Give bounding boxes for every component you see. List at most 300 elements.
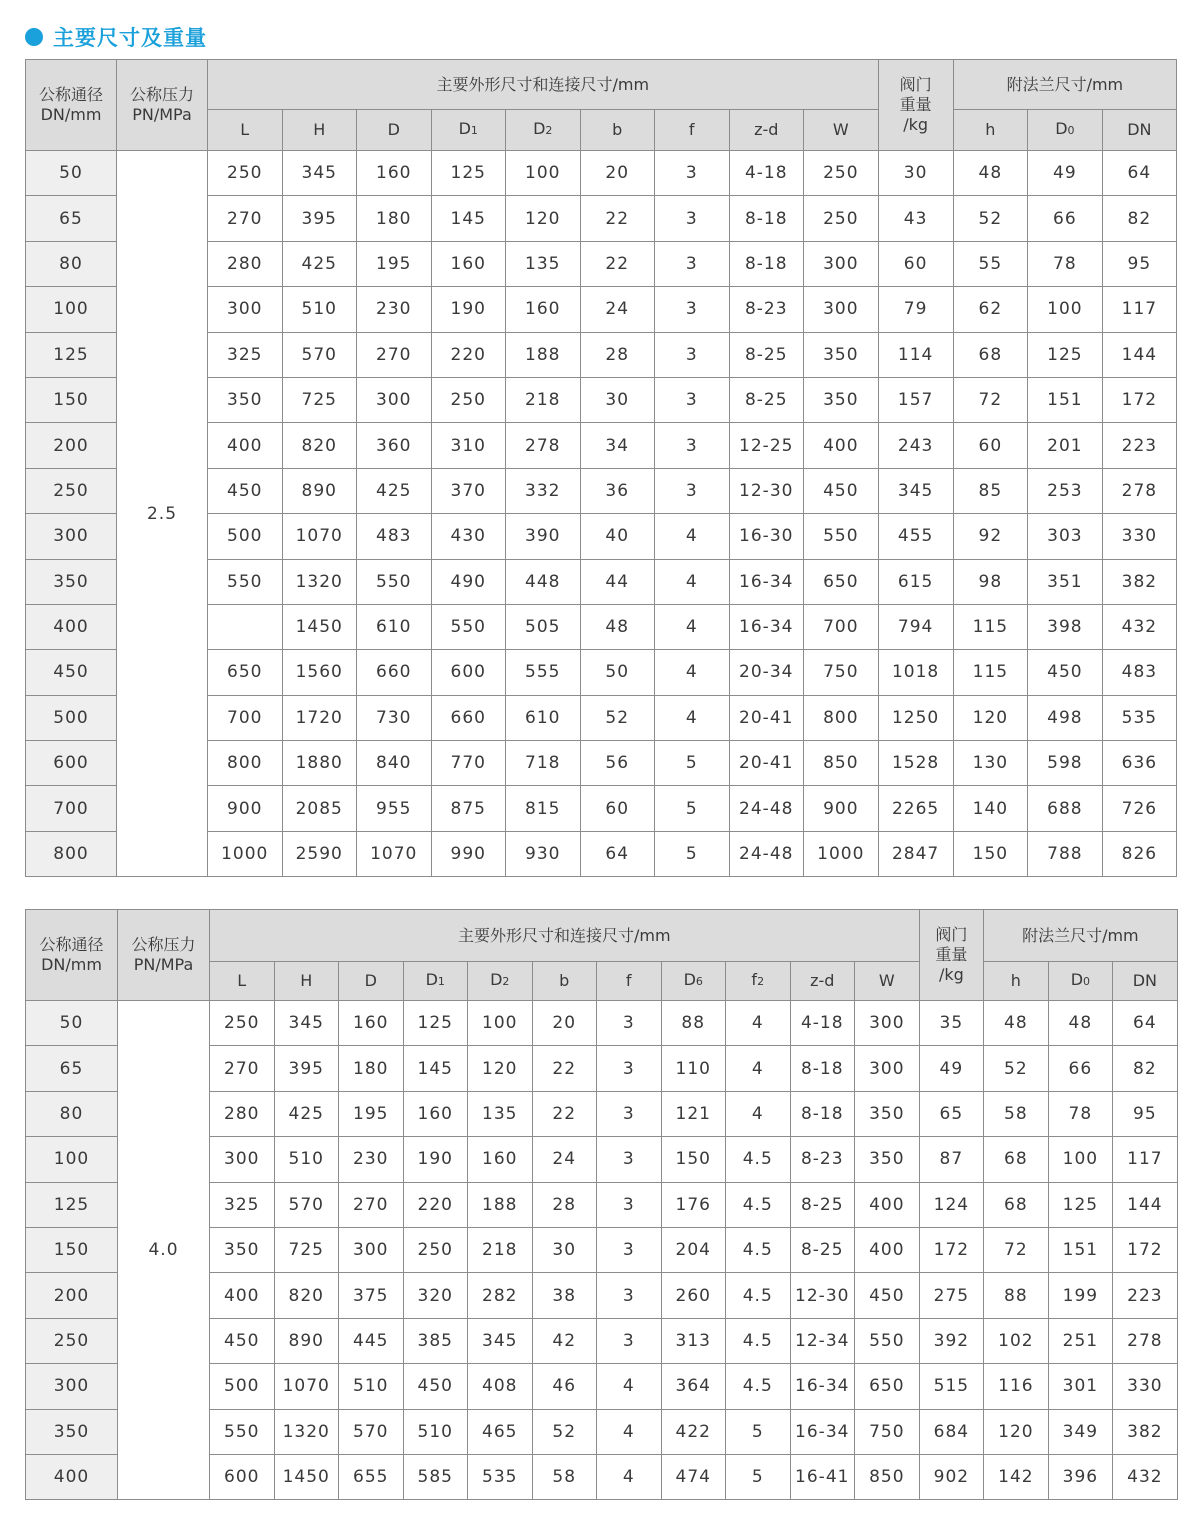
table-cell: 130 [953, 741, 1028, 786]
nominal-diameter-cell: 125 [26, 332, 117, 377]
table-cell: 650 [208, 650, 283, 695]
nominal-diameter-cell: 150 [26, 377, 117, 422]
table-cell: 660 [357, 650, 432, 695]
table-cell: 160 [403, 1091, 468, 1136]
column-header: z-d [790, 962, 855, 1001]
table-cell: 3 [597, 1137, 662, 1182]
table-cell: 35 [919, 1001, 984, 1046]
column-header: H [274, 962, 339, 1001]
table-cell: 400 [804, 423, 879, 468]
table-cell: 135 [468, 1091, 533, 1136]
table-cell: 92 [953, 514, 1028, 559]
nominal-diameter-cell: 200 [26, 1273, 118, 1318]
table-cell: 38 [532, 1273, 597, 1318]
table-cell: 125 [1028, 332, 1103, 377]
table-cell: 100 [506, 151, 581, 196]
table-cell: 24-48 [729, 786, 804, 831]
table-cell: 250 [804, 151, 879, 196]
table-cell: 52 [532, 1409, 597, 1454]
table-cell: 1070 [274, 1364, 339, 1409]
table-cell: 4 [597, 1454, 662, 1499]
table-cell: 115 [953, 650, 1028, 695]
table-cell: 5 [655, 831, 730, 876]
table-cell: 3 [597, 1273, 662, 1318]
table-cell: 88 [661, 1001, 726, 1046]
table-cell: 330 [1113, 1364, 1178, 1409]
table-cell: 826 [1102, 831, 1177, 876]
table-cell: 425 [357, 468, 432, 513]
table-cell: 4 [726, 1091, 791, 1136]
table-cell: 52 [580, 695, 655, 740]
table-cell: 124 [919, 1182, 984, 1227]
nominal-pressure-cell: 2.5 [117, 151, 208, 877]
table-cell: 199 [1048, 1273, 1113, 1318]
column-header: D0 [1048, 962, 1113, 1001]
header-main-dimensions: 主要外形尺寸和连接尺寸/mm [208, 60, 879, 110]
table-cell: 48 [1048, 1001, 1113, 1046]
table-cell: 12-30 [729, 468, 804, 513]
nominal-diameter-cell: 300 [26, 514, 117, 559]
table-cell: 350 [855, 1091, 920, 1136]
table-cell: 900 [208, 786, 283, 831]
table-cell: 850 [804, 741, 879, 786]
table-cell: 188 [506, 332, 581, 377]
column-header: b [532, 962, 597, 1001]
table-cell: 550 [431, 604, 506, 649]
table-cell: 3 [655, 423, 730, 468]
table-cell: 650 [855, 1364, 920, 1409]
table-cell: 121 [661, 1091, 726, 1136]
nominal-diameter-cell: 350 [26, 559, 117, 604]
table-cell: 68 [984, 1182, 1049, 1227]
table-cell: 250 [208, 151, 283, 196]
table-cell: 16-34 [729, 604, 804, 649]
table-cell: 60 [580, 786, 655, 831]
table-cell: 36 [580, 468, 655, 513]
table-cell: 66 [1028, 196, 1103, 241]
table-cell: 3 [597, 1001, 662, 1046]
table-cell: 815 [506, 786, 581, 831]
nominal-diameter-cell: 400 [26, 604, 117, 649]
table-cell: 125 [403, 1001, 468, 1046]
table-cell: 498 [1028, 695, 1103, 740]
table-cell: 78 [1028, 241, 1103, 286]
table-cell: 218 [468, 1227, 533, 1272]
table-cell: 230 [357, 287, 432, 332]
table-cell: 56 [580, 741, 655, 786]
table-cell: 172 [919, 1227, 984, 1272]
table-cell: 12-25 [729, 423, 804, 468]
table-cell: 64 [580, 831, 655, 876]
table-cell: 140 [953, 786, 1028, 831]
table-cell: 218 [506, 377, 581, 422]
table-cell: 350 [855, 1137, 920, 1182]
table-cell: 49 [1028, 151, 1103, 196]
column-header: DN [1113, 962, 1178, 1001]
table-cell: 52 [984, 1046, 1049, 1091]
table-cell: 345 [878, 468, 953, 513]
table-cell: 303 [1028, 514, 1103, 559]
table-cell: 4.5 [726, 1137, 791, 1182]
nominal-diameter-cell: 50 [26, 151, 117, 196]
table-cell: 68 [953, 332, 1028, 377]
table-cell: 78 [1048, 1091, 1113, 1136]
table-cell: 49 [919, 1046, 984, 1091]
table-cell: 515 [919, 1364, 984, 1409]
table-cell: 301 [1048, 1364, 1113, 1409]
table-cell: 43 [878, 196, 953, 241]
table-cell: 875 [431, 786, 506, 831]
table-cell: 270 [357, 332, 432, 377]
table-cell: 1450 [282, 604, 357, 649]
table-cell: 610 [506, 695, 581, 740]
table-cell: 52 [953, 196, 1028, 241]
table-cell: 50 [580, 650, 655, 695]
table-cell: 4 [655, 514, 730, 559]
table-cell: 24 [580, 287, 655, 332]
table-cell: 725 [282, 377, 357, 422]
table-cell: 278 [506, 423, 581, 468]
table-cell: 450 [403, 1364, 468, 1409]
table-cell: 1018 [878, 650, 953, 695]
table-cell: 42 [532, 1318, 597, 1363]
table-cell: 445 [339, 1318, 404, 1363]
table-cell: 160 [506, 287, 581, 332]
table-cell: 450 [210, 1318, 275, 1363]
table-cell: 28 [532, 1182, 597, 1227]
table-cell: 160 [431, 241, 506, 286]
table-cell: 840 [357, 741, 432, 786]
table-cell: 570 [274, 1182, 339, 1227]
table-cell: 20 [532, 1001, 597, 1046]
table-cell: 422 [661, 1409, 726, 1454]
table-cell: 3 [655, 287, 730, 332]
column-header: L [210, 962, 275, 1001]
table-cell: 195 [339, 1091, 404, 1136]
table-cell: 800 [208, 741, 283, 786]
table-cell: 794 [878, 604, 953, 649]
table-cell: 28 [580, 332, 655, 377]
table-cell: 22 [532, 1046, 597, 1091]
table-cell: 270 [210, 1046, 275, 1091]
table-cell: 890 [274, 1318, 339, 1363]
table-cell: 180 [357, 196, 432, 241]
nominal-diameter-cell: 100 [26, 1137, 118, 1182]
table-cell: 145 [431, 196, 506, 241]
table-cell: 40 [580, 514, 655, 559]
table-cell: 64 [1113, 1001, 1178, 1046]
column-header: D1 [403, 962, 468, 1001]
table-cell: 1070 [282, 514, 357, 559]
table-cell: 8-25 [729, 377, 804, 422]
table-cell: 450 [804, 468, 879, 513]
table-cell: 3 [597, 1318, 662, 1363]
table-cell: 300 [804, 241, 879, 286]
table-cell: 204 [661, 1227, 726, 1272]
table-cell: 450 [208, 468, 283, 513]
table-cell: 48 [580, 604, 655, 649]
table-cell: 8-18 [790, 1091, 855, 1136]
column-header: f [597, 962, 662, 1001]
table-cell: 142 [984, 1454, 1049, 1499]
table-cell: 4-18 [790, 1001, 855, 1046]
table-cell: 550 [210, 1409, 275, 1454]
table-cell: 16-30 [729, 514, 804, 559]
table-cell: 500 [210, 1364, 275, 1409]
table-cell: 282 [468, 1273, 533, 1318]
nominal-diameter-cell: 125 [26, 1182, 118, 1227]
table-cell: 505 [506, 604, 581, 649]
column-header: f [655, 110, 730, 151]
section-title-text: 主要尺寸及重量 [53, 26, 207, 50]
table-cell: 20-41 [729, 741, 804, 786]
column-header: b [580, 110, 655, 151]
nominal-diameter-cell: 700 [26, 786, 117, 831]
column-header: D2 [468, 962, 533, 1001]
table-cell: 278 [1102, 468, 1177, 513]
table-cell: 176 [661, 1182, 726, 1227]
nominal-diameter-cell: 80 [26, 1091, 118, 1136]
table-cell: 3 [655, 196, 730, 241]
table-cell: 350 [804, 332, 879, 377]
table-cell: 555 [506, 650, 581, 695]
table-cell: 8-18 [790, 1046, 855, 1091]
nominal-diameter-cell: 500 [26, 695, 117, 740]
table-cell: 20-41 [729, 695, 804, 740]
table-cell: 12-34 [790, 1318, 855, 1363]
table-cell: 12-30 [790, 1273, 855, 1318]
table-cell: 220 [403, 1182, 468, 1227]
table-cell: 151 [1048, 1227, 1113, 1272]
table-cell: 3 [597, 1046, 662, 1091]
table-cell: 135 [506, 241, 581, 286]
table-cell: 150 [953, 831, 1028, 876]
table-cell: 650 [804, 559, 879, 604]
table-cell: 320 [403, 1273, 468, 1318]
table-cell: 275 [919, 1273, 984, 1318]
table-cell: 114 [878, 332, 953, 377]
table-cell: 350 [210, 1227, 275, 1272]
table-cell: 800 [804, 695, 879, 740]
nominal-diameter-cell: 150 [26, 1227, 118, 1272]
table-cell: 432 [1113, 1454, 1178, 1499]
column-header: D0 [1028, 110, 1103, 151]
table-cell: 250 [431, 377, 506, 422]
table-cell: 636 [1102, 741, 1177, 786]
table-cell: 8-18 [729, 196, 804, 241]
table-cell: 2265 [878, 786, 953, 831]
table-cell: 48 [953, 151, 1028, 196]
table-cell: 4 [726, 1001, 791, 1046]
table-cell: 116 [984, 1364, 1049, 1409]
table-cell: 660 [431, 695, 506, 740]
table-cell: 66 [1048, 1046, 1113, 1091]
table-cell: 400 [210, 1273, 275, 1318]
table-cell: 250 [403, 1227, 468, 1272]
table-cell: 450 [855, 1273, 920, 1318]
table-cell: 48 [984, 1001, 1049, 1046]
nominal-diameter-cell: 350 [26, 1409, 118, 1454]
table-cell: 890 [282, 468, 357, 513]
header-valve-weight: 阀门 重量 /kg [878, 60, 953, 151]
table-cell: 332 [506, 468, 581, 513]
column-header: W [804, 110, 879, 151]
table-cell: 3 [597, 1227, 662, 1272]
table-cell: 550 [208, 559, 283, 604]
table-cell: 150 [661, 1137, 726, 1182]
header-main-dimensions: 主要外形尺寸和连接尺寸/mm [210, 910, 920, 962]
table-cell: 550 [804, 514, 879, 559]
column-header: D6 [661, 962, 726, 1001]
table-cell: 87 [919, 1137, 984, 1182]
table-cell: 4.5 [726, 1227, 791, 1272]
table-cell: 253 [1028, 468, 1103, 513]
table-cell: 570 [282, 332, 357, 377]
table-cell: 349 [1048, 1409, 1113, 1454]
table-cell: 160 [468, 1137, 533, 1182]
nominal-diameter-cell: 300 [26, 1364, 118, 1409]
table-cell: 120 [506, 196, 581, 241]
table-cell: 2085 [282, 786, 357, 831]
table-cell: 382 [1113, 1409, 1178, 1454]
table-cell: 88 [984, 1273, 1049, 1318]
column-header: W [855, 962, 920, 1001]
column-header: D2 [506, 110, 581, 151]
table-cell: 392 [919, 1318, 984, 1363]
table-cell: 58 [984, 1091, 1049, 1136]
table-cell: 300 [210, 1137, 275, 1182]
table-cell: 82 [1102, 196, 1177, 241]
table-cell: 510 [403, 1409, 468, 1454]
column-header: z-d [729, 110, 804, 151]
table-cell: 172 [1102, 377, 1177, 422]
table-cell: 390 [506, 514, 581, 559]
table-cell: 4 [726, 1046, 791, 1091]
table-cell: 250 [804, 196, 879, 241]
table-cell: 58 [532, 1454, 597, 1499]
table-cell: 4 [655, 559, 730, 604]
table-cell: 250 [210, 1001, 275, 1046]
table-cell: 345 [468, 1318, 533, 1363]
table-cell: 100 [1048, 1137, 1113, 1182]
table-cell: 510 [339, 1364, 404, 1409]
table-cell: 955 [357, 786, 432, 831]
table-cell: 278 [1113, 1318, 1178, 1363]
table-cell: 4 [597, 1364, 662, 1409]
section-title [25, 22, 207, 52]
table-cell: 726 [1102, 786, 1177, 831]
table-cell: 125 [431, 151, 506, 196]
table-cell: 325 [210, 1182, 275, 1227]
table-cell: 120 [468, 1046, 533, 1091]
table-cell: 4.5 [726, 1364, 791, 1409]
table-cell: 990 [431, 831, 506, 876]
table-cell: 5 [726, 1454, 791, 1499]
table-cell: 160 [339, 1001, 404, 1046]
table-cell: 1250 [878, 695, 953, 740]
table-cell: 300 [339, 1227, 404, 1272]
table-cell: 8-18 [729, 241, 804, 286]
table-cell: 144 [1113, 1182, 1178, 1227]
table-cell: 610 [357, 604, 432, 649]
table-cell: 382 [1102, 559, 1177, 604]
table-cell: 2590 [282, 831, 357, 876]
table-cell: 145 [403, 1046, 468, 1091]
table-cell: 117 [1113, 1137, 1178, 1182]
table-cell: 300 [855, 1046, 920, 1091]
table-cell: 180 [339, 1046, 404, 1091]
table-cell: 117 [1102, 287, 1177, 332]
table-cell: 120 [984, 1409, 1049, 1454]
table-cell: 3 [655, 332, 730, 377]
table-cell: 900 [804, 786, 879, 831]
table-cell: 430 [431, 514, 506, 559]
table-cell: 190 [403, 1137, 468, 1182]
table-cell: 160 [357, 151, 432, 196]
table-cell: 400 [855, 1182, 920, 1227]
header-nominal-diameter: 公称通径 DN/mm [26, 910, 118, 1001]
table-cell: 398 [1028, 604, 1103, 649]
table-cell: 82 [1113, 1046, 1178, 1091]
column-header: D1 [431, 110, 506, 151]
nominal-diameter-cell: 400 [26, 1454, 118, 1499]
table-cell: 270 [339, 1182, 404, 1227]
table-cell: 98 [953, 559, 1028, 604]
table-cell: 5 [655, 741, 730, 786]
table-cell: 60 [878, 241, 953, 286]
table-cell: 223 [1102, 423, 1177, 468]
column-header: L [208, 110, 283, 151]
table-cell: 16-34 [790, 1409, 855, 1454]
table-cell: 535 [468, 1454, 533, 1499]
table-cell: 510 [282, 287, 357, 332]
table-cell: 820 [282, 423, 357, 468]
table-cell: 4 [655, 650, 730, 695]
table-cell: 220 [431, 332, 506, 377]
table-cell: 688 [1028, 786, 1103, 831]
table-cell: 300 [208, 287, 283, 332]
table-cell: 1450 [274, 1454, 339, 1499]
table-cell: 20 [580, 151, 655, 196]
nominal-pressure-cell: 4.0 [118, 1001, 210, 1500]
table-cell: 750 [855, 1409, 920, 1454]
table-cell: 1720 [282, 695, 357, 740]
table-cell: 4.5 [726, 1318, 791, 1363]
table-cell: 1000 [208, 831, 283, 876]
table-cell: 3 [655, 377, 730, 422]
table-cell: 600 [431, 650, 506, 695]
table-cell: 396 [1048, 1454, 1113, 1499]
table-cell: 700 [208, 695, 283, 740]
bullet-dot-icon [25, 28, 43, 46]
table-cell: 570 [339, 1409, 404, 1454]
table-cell: 425 [282, 241, 357, 286]
header-nominal-pressure: 公称压力 PN/MPa [118, 910, 210, 1001]
table-cell: 3 [655, 468, 730, 513]
spec-table-pn25 [25, 59, 1177, 877]
header-flange-dimensions: 附法兰尺寸/mm [953, 60, 1177, 110]
table-cell: 151 [1028, 377, 1103, 422]
header-valve-weight: 阀门 重量 /kg [919, 910, 984, 1001]
table-cell: 4 [597, 1409, 662, 1454]
table-cell: 718 [506, 741, 581, 786]
table-cell: 5 [726, 1409, 791, 1454]
nominal-diameter-cell: 50 [26, 1001, 118, 1046]
table-cell: 490 [431, 559, 506, 604]
nominal-diameter-cell: 250 [26, 1318, 118, 1363]
table-cell: 16-34 [790, 1364, 855, 1409]
table-cell: 820 [274, 1273, 339, 1318]
